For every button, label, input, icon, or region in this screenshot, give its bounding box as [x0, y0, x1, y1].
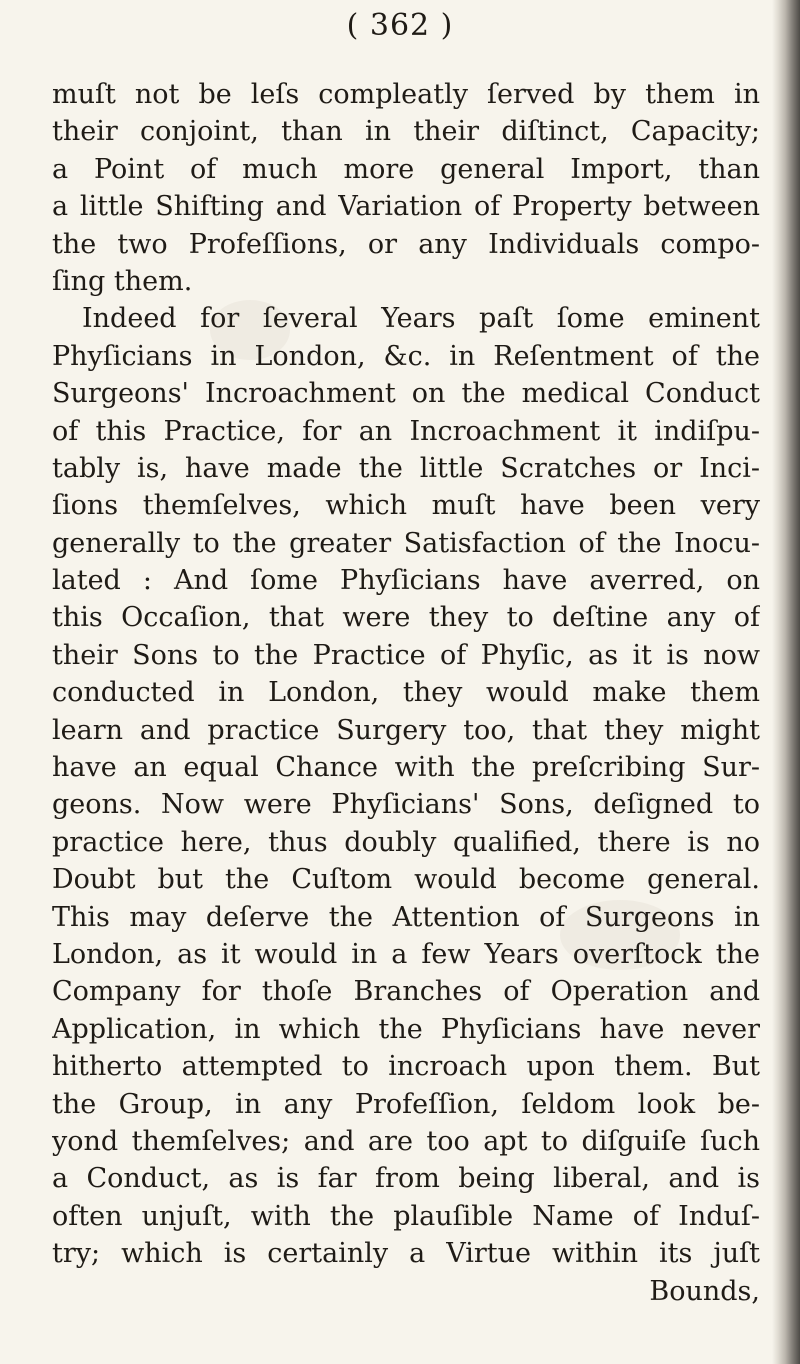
text-line: Surgeons' Incroachment on the medical Conduct	[52, 378, 760, 410]
text-line: learn and practice Surgery too, that they might	[52, 714, 760, 746]
text-line: a Point of much more general Import, than	[52, 153, 760, 185]
text-line: tably is, have made the little Scratches or Inci-	[52, 452, 760, 484]
text-line: conducted in London, they would make them	[52, 677, 760, 709]
text-line: ſions themſelves, which muſt have been very	[52, 490, 760, 522]
text-line: the two Profeſſions, or any Individuals compo-	[52, 228, 760, 260]
text-line: muſt not be leſs compleatly ſerved by them in	[52, 79, 760, 110]
text-line: often unjuſt, with the plauſible Name of Induſ-	[52, 1200, 760, 1232]
text-line: practice here, thus doubly qualified, there is no	[52, 826, 760, 858]
text-line: their conjoint, than in their diſtinct, Capacity;	[52, 116, 760, 148]
text-line: of this Practice, for an Incroachment it indiſpu-	[52, 415, 760, 447]
text-line: Application, in which the Phyſicians have never	[52, 1013, 760, 1045]
text-line: have an equal Chance with the preſcribing Sur-	[52, 752, 760, 784]
text-line: this Occaſion, that were they to deſtine any of	[52, 602, 760, 634]
text-line: their Sons to the Practice of Phyſic, as it is now	[52, 639, 760, 671]
body-text	[52, 76, 760, 1310]
text-line: Phyſicians in London, &c. in Reſentment of the	[52, 340, 760, 372]
text-line: ſing them.	[52, 265, 193, 297]
catchword: Bounds,	[649, 1275, 760, 1307]
text-line: geons. Now were Phyſicians' Sons, deſigned to	[52, 789, 760, 821]
text-line: London, as it would in a few Years overſtock the	[52, 938, 760, 970]
text-line: try; which is certainly a Virtue within its juſt	[52, 1238, 760, 1270]
text-line: This may deſerve the Attention of Surgeons in	[52, 901, 760, 933]
text-line: hitherto attempted to incroach upon them. But	[52, 1051, 760, 1083]
text-line: Indeed for ſeveral Years paſt ſome eminent	[82, 303, 760, 335]
text-line: Doubt but the Cuſtom would become general.	[52, 864, 760, 896]
text-line: lated : And ſome Phyſicians have averred, on	[52, 565, 760, 597]
text-line: a Conduct, as is far from being liberal, and is	[52, 1163, 760, 1195]
text-line: a little Shifting and Variation of Property between	[52, 191, 760, 223]
text-line: Company for thoſe Branches of Operation and	[52, 976, 760, 1008]
text-line: the Group, in any Profeſſion, ſeldom look be-	[52, 1088, 760, 1120]
text-line: generally to the greater Satisfaction of the Inocu-	[52, 527, 760, 559]
text-line: yond themſelves; and are too apt to diſguiſe ſuch	[52, 1125, 760, 1157]
page-number: ( 362 )	[346, 8, 454, 43]
